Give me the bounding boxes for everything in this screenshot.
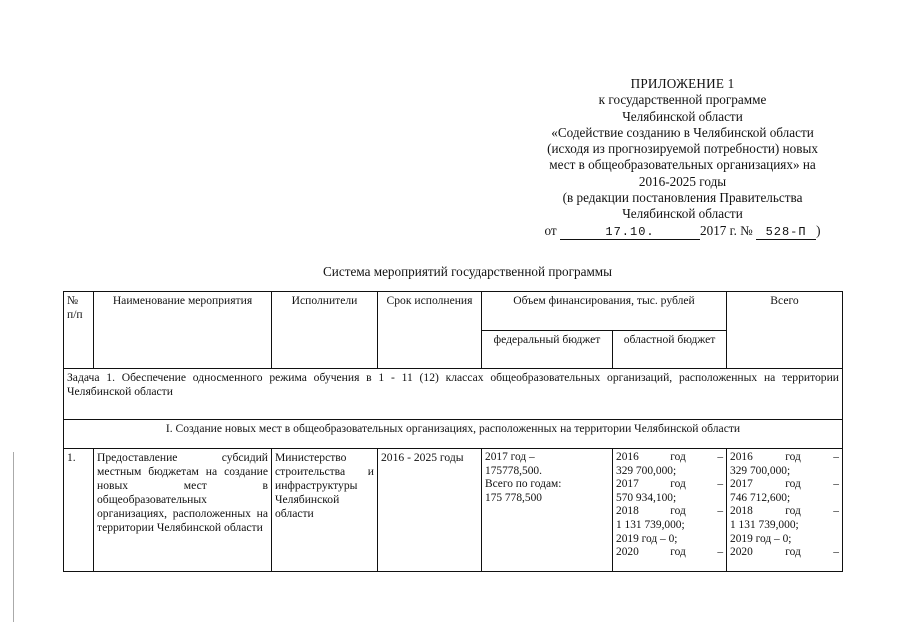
regional-2017-value: 570 934,100; [616,491,677,504]
section-row [64,420,843,449]
header-total: Всего [727,292,843,369]
total-2017-value: 746 712,600; [730,491,791,504]
appendix-line: Челябинской области [622,108,743,124]
task-text: Задача 1. Обеспечение односменного режима обучения в 1 - 11 (12) классах общеобразовательных организаций, расположенных на территории Челябинской области [64,369,843,420]
regional-2017-line: 2017 год – [616,478,724,491]
regional-2016-line: 2016 год – [616,451,724,463]
header-federal: федеральный бюджет [482,331,613,369]
federal-line: 2017 год – [485,451,535,463]
scan-edge-line [13,452,14,622]
total-2019-line: 2019 год – 0; [730,532,792,545]
appendix-header [505,76,860,240]
federal-line: 175778,500. [485,464,542,477]
federal-line: Всего по годам: [485,478,562,491]
resolution-date-line [505,223,860,240]
table-row [64,449,843,572]
appendix-line: (исходя из прогнозируемой потребности) новых [547,141,818,157]
close-paren: ) [816,222,821,238]
row-regional [613,449,727,572]
resolution-year: 2017 г. № [700,222,753,238]
appendix-line: 2016-2025 годы [638,173,727,189]
header-num: № п/п [64,292,94,369]
total-2020-line: 2020 год – [730,546,839,559]
row-name: Предоставление субсидий местным бюджетам на создание новых мест в общеобразовательных организациях, расположенных на территории Челябинской области [94,449,272,572]
total-2016-value: 329 700,000; [730,464,791,477]
appendix-line: мест в общеобразовательных организациях» на [549,157,816,173]
header-name: Наименование мероприятия [94,292,272,369]
appendix-line: (в редакции постановления Правительства [562,190,803,206]
total-2016-line: 2016 год – [730,451,839,463]
appendix-line: «Содействие созданию в Челябинской области [551,124,814,140]
appendix-line: Челябинской области [622,206,743,222]
header-executors: Исполнители [272,292,378,369]
document-title: Система мероприятий государственной программы [323,264,612,279]
regional-2020-line: 2020 год – [616,546,724,559]
regional-2018-value: 1 131 739,000; [616,518,685,531]
row-total [727,449,843,572]
row-num: 1. [64,449,94,572]
total-2018-line: 2018 год – [730,505,839,518]
resolution-date: 17.10. [560,226,700,240]
regional-2018-line: 2018 год – [616,505,724,518]
header-funding: Объем финансирования, тыс. рублей [482,292,727,331]
appendix-line: к государственной программе [598,92,767,108]
program-measures-table [63,291,843,572]
header-term: Срок исполнения [378,292,482,369]
row-federal [482,449,613,572]
regional-2019-line: 2019 год – 0; [616,532,678,545]
header-regional: областной бюджет [613,331,727,369]
date-prefix: от [544,222,557,238]
header-row [64,292,843,331]
total-2018-value: 1 131 739,000; [730,518,799,531]
row-term: 2016 - 2025 годы [378,449,482,572]
regional-2016-value: 329 700,000; [616,464,677,477]
task-row [64,369,843,420]
total-2017-line: 2017 год – [730,478,839,491]
appendix-title: ПРИЛОЖЕНИЕ 1 [630,76,735,91]
resolution-number: 528-П [756,226,816,240]
section-text: I. Создание новых мест в общеобразовательных организациях, расположенных на территории Челябинской области [64,420,843,449]
federal-line: 175 778,500 [485,491,542,504]
row-executors: Министерство строительства и инфраструктуры Челябинской области [272,449,378,572]
